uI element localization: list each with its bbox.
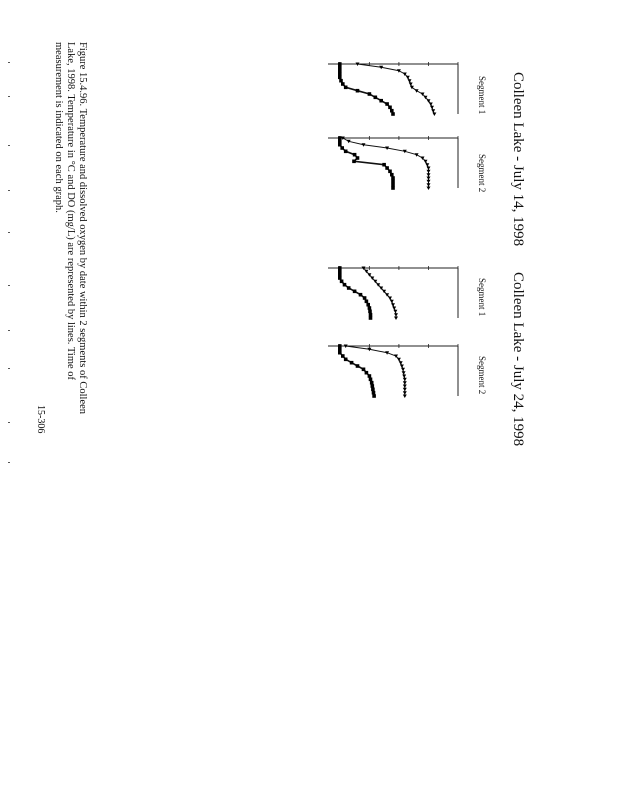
data-point-square <box>391 183 395 187</box>
data-point-square <box>356 156 360 160</box>
data-point-square <box>338 62 342 66</box>
data-point-triangle <box>403 391 407 395</box>
scan-mark <box>8 285 10 286</box>
data-point-square <box>338 143 342 147</box>
data-point-square <box>391 176 395 180</box>
data-point-square <box>390 109 394 113</box>
chart-july14-segment1 <box>318 60 468 120</box>
series-line <box>340 64 393 114</box>
data-point-square <box>344 150 348 154</box>
data-point-triangle <box>427 177 431 181</box>
data-point-square <box>382 163 386 167</box>
data-point-square <box>338 140 342 144</box>
scan-mark <box>8 462 10 463</box>
scan-mark <box>8 96 10 97</box>
data-point-square <box>391 186 395 190</box>
segment-label-1-2: Segment 2 <box>477 154 487 193</box>
data-point-square <box>338 273 342 277</box>
data-point-square <box>340 146 344 150</box>
data-point-square <box>341 82 345 86</box>
data-point-square <box>369 316 373 320</box>
data-point-square <box>374 96 378 100</box>
data-point-triangle <box>401 368 405 372</box>
data-point-triangle <box>394 313 398 317</box>
data-point-square <box>339 79 343 83</box>
data-point-square <box>338 66 342 70</box>
data-point-square <box>385 102 389 106</box>
data-point-square <box>371 384 375 388</box>
data-point-square <box>368 310 372 314</box>
data-point-square <box>371 388 375 392</box>
scan-mark <box>8 368 10 369</box>
panel-title-1: Colleen Lake - July 14, 1998 <box>510 72 526 247</box>
data-point-square <box>372 394 376 398</box>
data-point-square <box>356 364 360 368</box>
data-point-square <box>390 173 394 177</box>
data-point-triangle <box>427 167 431 171</box>
chart-july24-segment1 <box>318 264 468 324</box>
data-point-triangle <box>403 395 407 399</box>
data-point-square <box>338 348 342 352</box>
data-point-square <box>385 166 389 170</box>
data-point-triangle <box>427 187 431 191</box>
data-point-square <box>362 368 366 372</box>
data-point-square <box>388 106 392 110</box>
data-point-triangle <box>403 388 407 392</box>
data-point-square <box>347 286 351 290</box>
data-point-square <box>353 153 357 157</box>
data-point-square <box>338 344 342 348</box>
data-point-square <box>359 293 363 297</box>
data-point-triangle <box>402 371 406 375</box>
data-point-square <box>353 290 357 294</box>
data-point-square <box>338 76 342 80</box>
data-point-triangle <box>424 160 428 164</box>
data-point-square <box>365 371 369 375</box>
chart-july14-segment2 <box>318 134 468 194</box>
segment-label-2-1: Segment 1 <box>477 278 487 317</box>
data-point-triangle <box>427 180 431 184</box>
data-point-triangle <box>430 106 434 110</box>
data-point-square <box>341 354 345 358</box>
data-point-triangle <box>397 358 401 362</box>
data-point-triangle <box>391 303 395 307</box>
data-point-square <box>369 378 373 382</box>
data-point-triangle <box>393 310 397 314</box>
data-point-triangle <box>425 163 429 167</box>
chart-july24-segment2 <box>318 342 468 402</box>
data-point-triangle <box>390 300 394 304</box>
data-point-square <box>366 303 370 307</box>
data-point-square <box>343 283 347 287</box>
data-point-square <box>391 180 395 184</box>
data-point-square <box>338 351 342 355</box>
data-point-square <box>344 86 348 90</box>
data-point-square <box>372 391 376 395</box>
data-point-square <box>370 381 374 385</box>
data-point-triangle <box>403 381 407 385</box>
scan-mark <box>8 232 10 233</box>
data-point-triangle <box>402 375 406 379</box>
data-point-square <box>350 361 354 365</box>
data-point-triangle <box>394 317 398 321</box>
panel-title-2: Colleen Lake - July 24, 1998 <box>510 272 526 447</box>
data-point-square <box>388 170 392 174</box>
data-point-square <box>368 92 372 96</box>
data-point-square <box>338 72 342 76</box>
data-point-square <box>352 160 356 164</box>
data-point-square <box>338 69 342 73</box>
data-point-triangle <box>403 378 407 382</box>
data-point-square <box>338 270 342 274</box>
scan-mark <box>8 145 10 146</box>
series-line <box>346 346 405 396</box>
data-point-square <box>340 280 344 284</box>
scan-mark <box>8 62 10 63</box>
data-point-triangle <box>406 76 410 80</box>
data-point-triangle <box>408 79 412 83</box>
data-point-triangle <box>429 103 433 107</box>
data-point-square <box>379 99 383 103</box>
data-point-triangle <box>427 173 431 177</box>
segment-label-1-1: Segment 1 <box>477 76 487 115</box>
data-point-triangle <box>427 183 431 187</box>
figure-caption: Figure 15.4.96. Temperature and dissolved oxygen by date within 2 segments of Colleen Lake, 1998. Temperature in °C and DO (mg/L) are represented by lines. Time of measurement is indicated on each graph. <box>53 42 88 415</box>
data-point-square <box>365 300 369 304</box>
data-point-square <box>363 296 367 300</box>
page-number: 15-306 <box>35 405 46 434</box>
data-point-triangle <box>432 113 436 117</box>
data-point-square <box>368 374 372 378</box>
data-point-square <box>344 358 348 362</box>
data-point-triangle <box>399 361 403 365</box>
data-point-triangle <box>409 83 413 87</box>
data-point-square <box>356 89 360 93</box>
series-line <box>340 346 374 396</box>
data-point-square <box>338 276 342 280</box>
data-point-square <box>338 266 342 270</box>
scan-mark <box>8 330 10 331</box>
data-point-triangle <box>403 385 407 389</box>
data-point-triangle <box>388 297 392 301</box>
data-point-triangle <box>431 109 435 113</box>
scan-mark <box>8 190 10 191</box>
data-point-square <box>369 313 373 317</box>
scan-mark <box>8 422 10 423</box>
data-point-square <box>368 306 372 310</box>
data-point-square <box>391 112 395 116</box>
segment-label-2-2: Segment 2 <box>477 356 487 395</box>
series-line <box>358 64 435 114</box>
data-point-triangle <box>427 170 431 174</box>
data-point-triangle <box>400 365 404 369</box>
data-point-triangle <box>392 307 396 311</box>
